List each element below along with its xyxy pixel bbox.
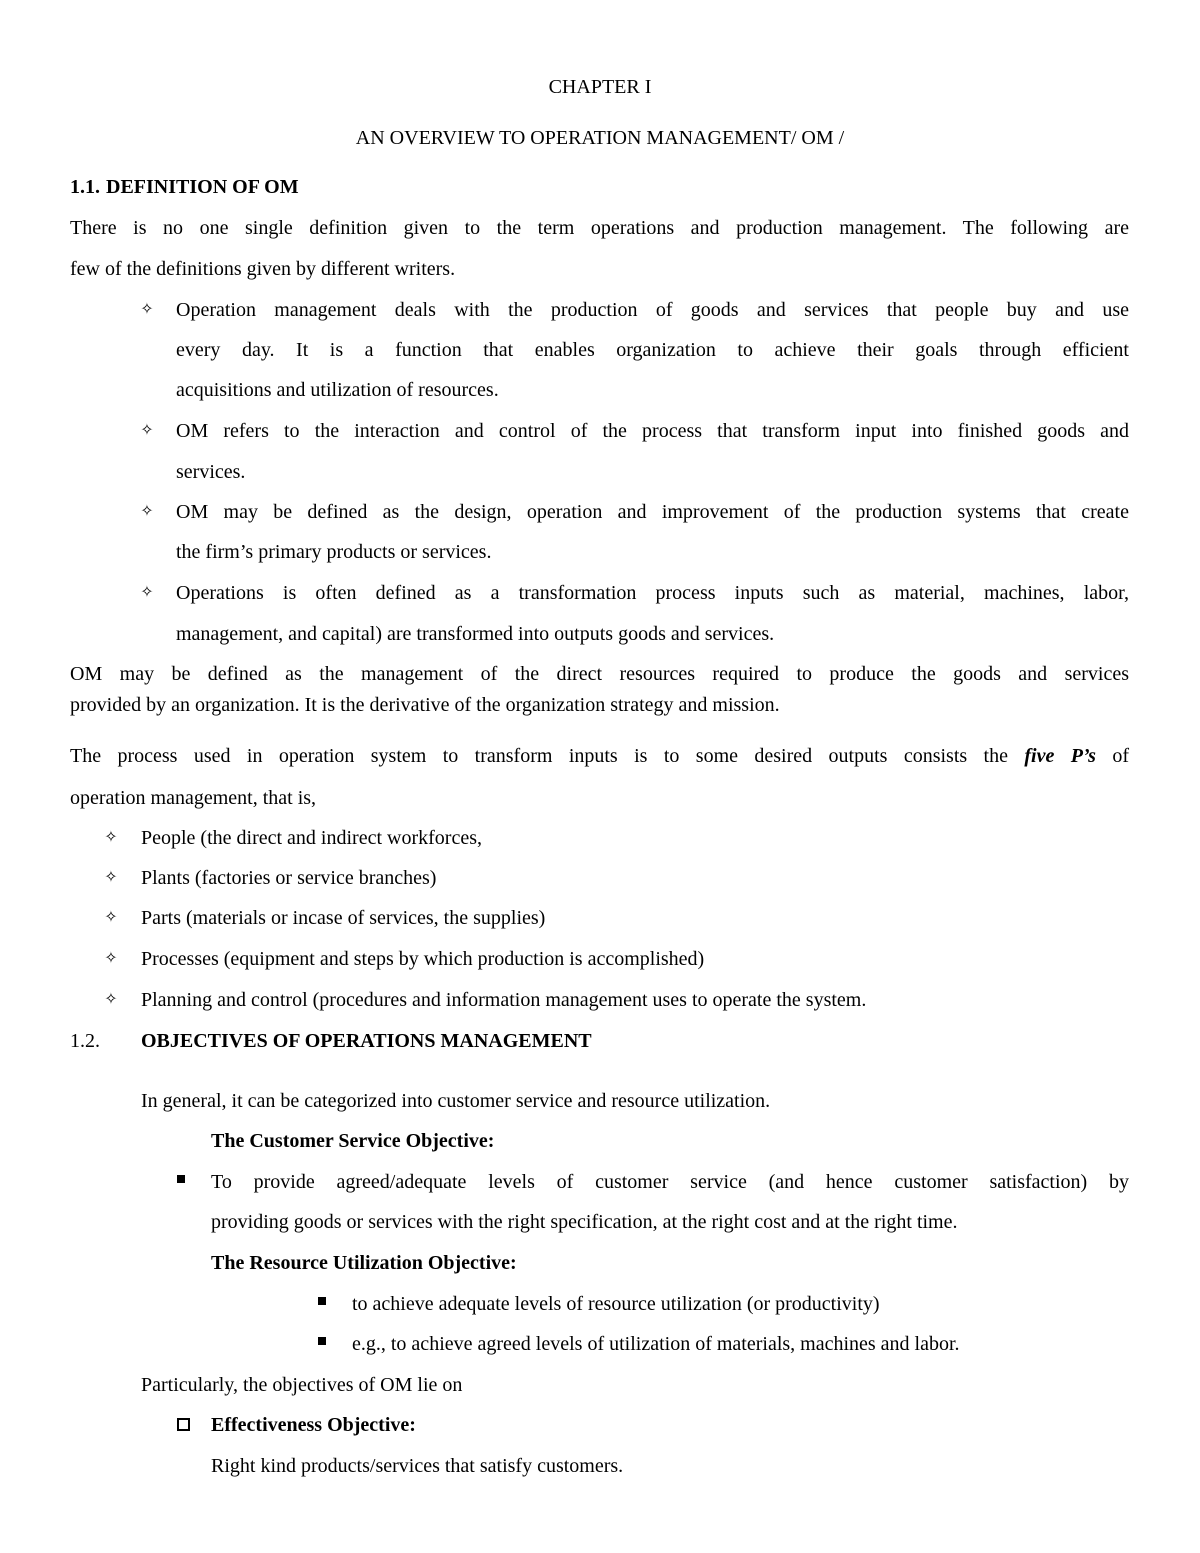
definition-1-line-3: acquisitions and utilization of resources. [176, 379, 499, 401]
definition-3-line-2: the firm’s primary products or services. [176, 541, 492, 563]
five-ps-item-people: People (the direct and indirect workforces, [141, 827, 482, 849]
five-ps-item-plants: Plants (factories or service branches) [141, 867, 437, 889]
effectiveness-objective-heading: Effectiveness Objective: [211, 1414, 416, 1436]
section-1-2-number: 1.2. [70, 1030, 100, 1052]
customer-objective-line-2: providing goods or services with the right specification, at the right cost and at the right time. [211, 1211, 958, 1233]
definition-1-line-2: every day. It is a function that enables organization to achieve their goals through efficient [176, 339, 1129, 361]
definition-1-line-1: Operation management deals with the production of goods and services that people buy and use [176, 299, 1129, 321]
five-ps-item-processes: Processes (equipment and steps by which production is accomplished) [141, 948, 705, 970]
five-ps-item-planning: Planning and control (procedures and information management uses to operate the system. [141, 989, 867, 1011]
intro-line-1: There is no one single definition given to the term operations and production management. The following are [70, 217, 1129, 239]
document-title: AN OVERVIEW TO OPERATION MANAGEMENT/ OM / [355, 127, 845, 149]
bullet-icon: ✧ [140, 503, 154, 520]
square-bullet-icon [177, 1175, 185, 1183]
intro-line-2: few of the definitions given by different writers. [70, 258, 456, 280]
bullet-icon: ✧ [140, 584, 154, 601]
bullet-icon: ✧ [104, 829, 118, 846]
square-bullet-icon [318, 1297, 326, 1305]
definition-4-line-2: management, and capital) are transformed into outputs goods and services. [176, 623, 775, 645]
bullet-icon: ✧ [140, 422, 154, 439]
process-text-after: of [1095, 745, 1129, 767]
bullet-icon: ✧ [104, 909, 118, 926]
om-paragraph-line-1: OM may be defined as the management of the direct resources required to produce the goods and services [70, 663, 1129, 685]
effectiveness-objective-text: Right kind products/services that satisfy customers. [211, 1455, 624, 1477]
bullet-icon: ✧ [104, 869, 118, 886]
chapter-label: CHAPTER I [548, 76, 652, 98]
process-text-before: The process used in operation system to transform inputs is to some desired outputs consists the [70, 745, 1025, 767]
section-1-1-heading: DEFINITION OF OM [106, 176, 299, 198]
om-paragraph-line-2: provided by an organization. It is the derivative of the organization strategy and mission. [70, 694, 780, 716]
particularly-statement: Particularly, the objectives of OM lie on [141, 1374, 463, 1396]
definition-2-line-2: services. [176, 461, 246, 483]
five-ps-emphasis: five P’s [1024, 745, 1096, 767]
section-1-2-heading: OBJECTIVES OF OPERATIONS MANAGEMENT [141, 1030, 592, 1052]
bullet-icon: ✧ [104, 950, 118, 967]
bullet-icon: ✧ [140, 301, 154, 318]
process-paragraph-line-2: operation management, that is, [70, 787, 317, 809]
resource-objective-item-1: to achieve adequate levels of resource utilization (or productivity) [352, 1293, 880, 1315]
bullet-icon: ✧ [104, 991, 118, 1008]
customer-objective-line-1: To provide agreed/adequate levels of customer service (and hence customer satisfaction) by [211, 1171, 1129, 1193]
five-ps-item-parts: Parts (materials or incase of services, the supplies) [141, 907, 546, 929]
customer-objective-heading: The Customer Service Objective: [211, 1130, 495, 1152]
resource-objective-item-2: e.g., to achieve agreed levels of utilization of materials, machines and labor. [352, 1333, 960, 1355]
process-paragraph-line-1 [70, 744, 1129, 768]
general-statement: In general, it can be categorized into customer service and resource utilization. [141, 1090, 771, 1112]
definition-4-line-1: Operations is often defined as a transformation process inputs such as material, machines, labor, [176, 582, 1129, 604]
section-1-1-number: 1.1. [70, 176, 100, 198]
definition-3-line-1: OM may be defined as the design, operation and improvement of the production systems that create [176, 501, 1129, 523]
definition-2-line-1: OM refers to the interaction and control of the process that transform input into finished goods and [176, 420, 1129, 442]
checkbox-bullet-icon [177, 1418, 190, 1431]
square-bullet-icon [318, 1337, 326, 1345]
resource-objective-heading: The Resource Utilization Objective: [211, 1252, 517, 1274]
